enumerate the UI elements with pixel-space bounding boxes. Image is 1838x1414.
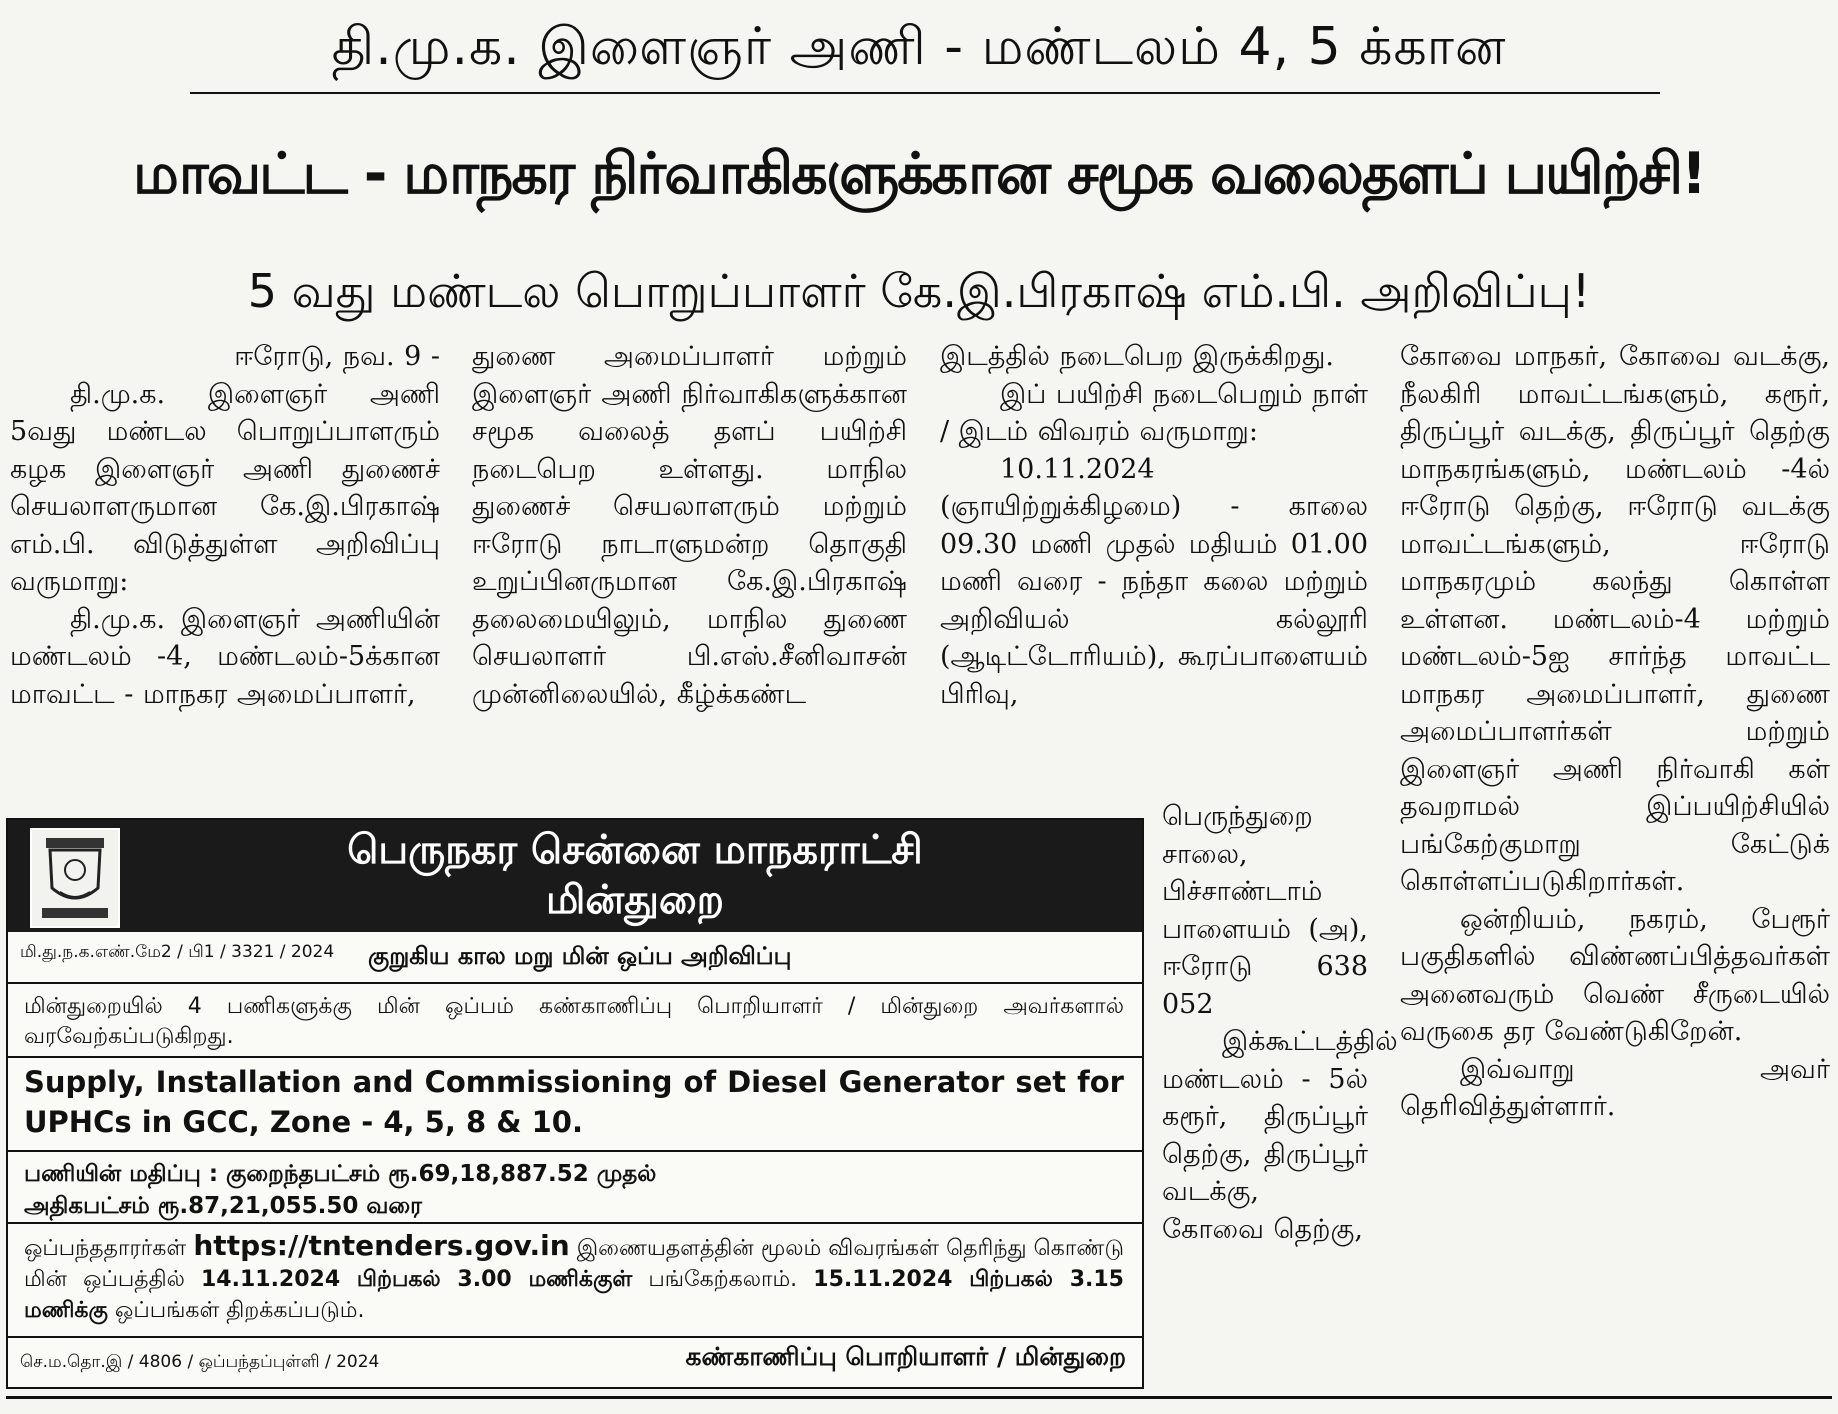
article-column-3-narrow [1162, 798, 1398, 1248]
article-column-1 [10, 338, 440, 713]
divider [8, 1056, 1142, 1058]
dateline: ஈரோடு, நவ. 9 - [234, 341, 440, 372]
value-min: பணியின் மதிப்பு : குறைந்தபட்சம் ரூ.69,18,887.52 முதல் [24, 1161, 657, 1187]
bottom-rule [6, 1396, 1832, 1399]
tender-deadline: 14.11.2024 பிற்பகல் 3.00 மணிக்குள் [200, 1267, 633, 1292]
headline-main: மாவட்ட - மாநகர நிர்வாகிகளுக்கான சமூக வலைதளப் பயிற்சி! [132, 141, 1706, 207]
notice-value [24, 1158, 1124, 1222]
tender-text: இணையதளத்தின் மூலம் விவரங்கள் தெரிந்து கொண்டு மின் ஒப்பத்தில் [24, 1236, 1124, 1292]
article-paragraph: இப் பயிற்சி நடைபெறும் நாள் / இடம் விவரம் வருமாறு: [940, 378, 1368, 447]
tender-url-link[interactable]: https://tntenders.gov.in [193, 1229, 570, 1262]
tender-text: ஒப்பந்ததாரர்கள் [24, 1236, 187, 1261]
article-column-4 [1400, 338, 1830, 1126]
notice-department: மின்துறை [546, 877, 724, 923]
notice-org-name: பெருநகர சென்னை மாநகராட்சி [347, 827, 923, 873]
article-paragraph: 10.11.2024 (ஞாயிற்றுக்கிழமை) - காலை 09.30 மணி முதல் மதியம் 01.00 மணி வரை - நந்தா கலை மற்றும் அறிவியல் கல்லூரி (ஆடிட்டோரியம்), கூரப்பாளையம் பிரிவு, [940, 453, 1368, 710]
article-column-3 [940, 338, 1368, 713]
notice-header [8, 820, 1142, 932]
tender-text: பங்கேற்கலாம். [648, 1267, 798, 1292]
notice-bottom-reference: செ.ம.தொ.இ / 4806 / ஒப்பந்தப்புள்ளி / 2024 [20, 1352, 380, 1372]
divider [8, 1336, 1142, 1338]
tender-notice [6, 818, 1144, 1389]
article-paragraph: கோவை மாநகர், கோவை வடக்கு, நீலகிரி மாவட்டங்களும், கரூர், திருப்பூர் வடக்கு, திருப்பூர் தெற்கு மாநகரங்களும், மண்டலம் -4ல் ஈரோடு தெற்கு, ஈரோடு வடக்கு மாவட்டங்களும், ஈரோடு மாநகரமும் கலந்து கொள்ள உள்ளன. மண்டலம்-4 மற்றும் மண்டலம்-5ஐ சார்ந்த மாவட்ட மாநகர அமைப்பாளர், துணை அமைப்பாளர்கள் மற்றும் இளைஞர் அணி நிர்வாகி கள் தவறாமல் இப்பயிற்சியில் பங்கேற்குமாறு கேட்டுக் கொள்ளப்படுகிறார்கள். [1400, 341, 1830, 897]
article-paragraph: ஒன்றியம், நகரம், பேரூர் பகுதிகளில் விண்ணப்பித்தவர்கள் அனைவரும் வெண் சீருடையில் வருகை தர வேண்டுகிறேன். [1400, 903, 1830, 1047]
headline-top: தி.மு.க. இளைஞர் அணி - மண்டலம் 4, 5 க்கான [331, 17, 1507, 77]
notice-signatory: கண்காணிப்பு பொறியாளர் / மின்துறை [685, 1342, 1126, 1371]
headline-sub: 5 வது மண்டல பொறுப்பாளர் கே.இ.பிரகாஷ் எம்.பி. அறிவிப்பு! [247, 264, 1591, 318]
value-max: அதிகபட்சம் ரூ.87,21,055.50 வரை [24, 1193, 422, 1219]
tender-text: ஒப்பங்கள் திறக்கப்படும். [114, 1298, 365, 1323]
corporation-emblem-icon [30, 828, 120, 928]
notice-subject: குறுகிய கால மறு மின் ஒப்ப அறிவிப்பு [368, 942, 792, 970]
article-paragraph: பெருந்துறை சாலை, பிச்சாண்டாம் பாளையம் (அ), ஈரோடு 638 052 [1162, 801, 1368, 1020]
notice-reference: மி.து.ந.க.எண்.மே2 / பி1 / 3321 / 2024 [20, 942, 335, 962]
notice-tender-instructions [24, 1230, 1124, 1326]
tender-opening: 15.11.2024 பிற்பகல் 3.15 மணிக்கு [24, 1267, 1124, 1323]
notice-intro: மின்துறையில் 4 பணிகளுக்கு மின் ஒப்பம் கண்காணிப்பு பொறியாளர் / மின்துறை அவர்களால் வரவேற்கப்படுகிறது. [24, 994, 1124, 1049]
notice-work-description: Supply, Installation and Commissioning of Diesel Generator set for UPHCs in GCC, Zone - 4, 5, 8 & 10. [24, 1065, 1124, 1139]
article-paragraph: தி.மு.க. இளைஞர் அணியின் மண்டலம் -4, மண்டலம்-5க்கான மாவட்ட - மாநகர அமைப்பாளர், [10, 603, 440, 710]
article-column-2 [472, 338, 907, 713]
headline-rule [190, 92, 1660, 94]
article-paragraph: இவ்வாறு அவர் தெரிவித்துள்ளார். [1400, 1053, 1830, 1122]
article-paragraph: இக்கூட்டத்தில் மண்டலம் - 5ல் கரூர், திருப்பூர் தெற்கு, திருப்பூர் வடக்கு, கோவை தெற்கு, [1162, 1026, 1398, 1245]
article-paragraph: இடத்தில் நடைபெற இருக்கிறது. [940, 341, 1334, 372]
article-paragraph: துணை அமைப்பாளர் மற்றும் இளைஞர் அணி நிர்வாகிகளுக்கான சமூக வலைத் தளப் பயிற்சி நடைபெற உள்ளது. மாநில துணைச் செயலாளரும் மற்றும் ஈரோடு நாடாளுமன்ற தொகுதி உறுப்பினருமான கே.இ.பிரகாஷ் தலைமையிலும், மாநில துணை செயலாளர் பி.எஸ்.சீனிவாசன் முன்னிலையில், கீழ்க்கண்ட [472, 341, 907, 710]
divider [8, 1222, 1142, 1224]
divider [8, 1150, 1142, 1152]
article-paragraph: தி.மு.க. இளைஞர் அணி 5வது மண்டல பொறுப்பாளரும் கழக இளைஞர் அணி துணைச் செயலாளருமான கே.இ.பிரகாஷ் எம்.பி. விடுத்துள்ள அறிவிப்பு வருமாறு: [10, 378, 440, 597]
divider [8, 982, 1142, 984]
